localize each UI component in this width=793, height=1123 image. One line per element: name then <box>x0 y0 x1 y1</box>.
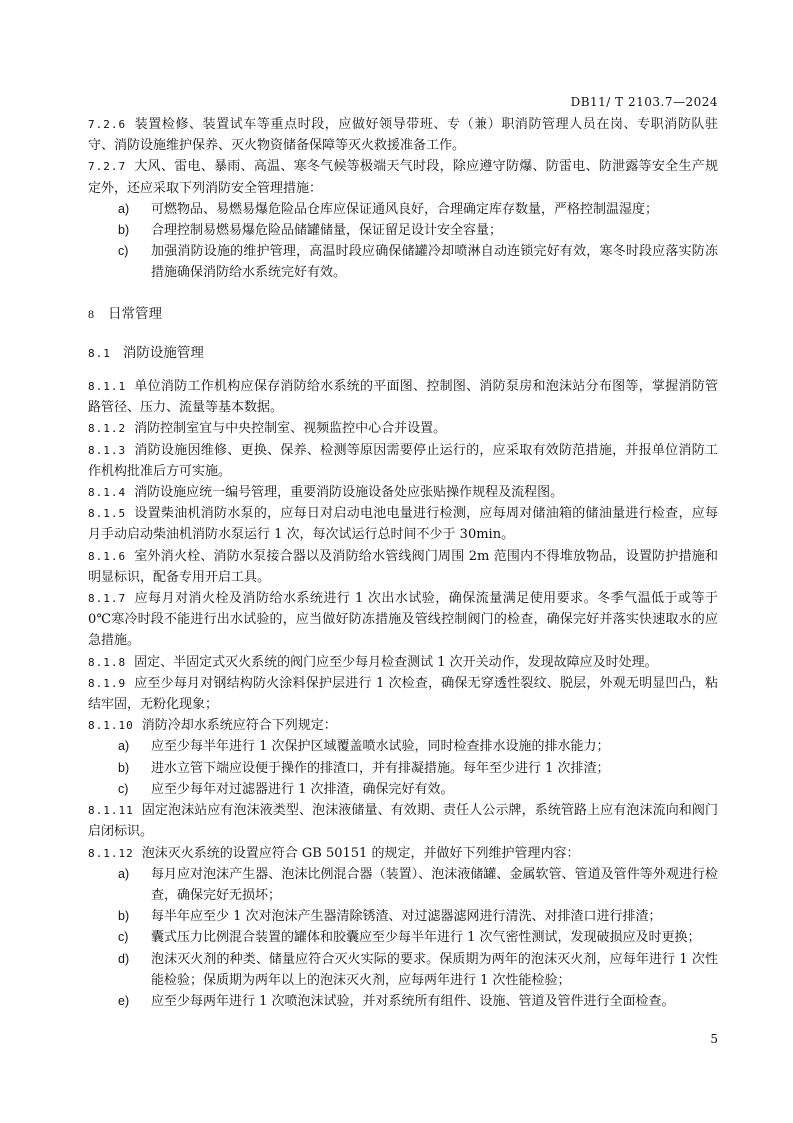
clause-number: 8.1.12 <box>88 846 134 860</box>
clause-text: 室外消火栓、消防水泵接合器以及消防给水管线阀门周围 2m 范围内不得堆放物品，设置防护措施和明显标识，配备专用开启工具。 <box>88 548 718 585</box>
clause-number: 8.1.11 <box>88 804 134 818</box>
clause-number: 8.1.3 <box>88 443 127 457</box>
clause-text: 应至少每月对钢结构防火涂料保护层进行 1 次检查，确保无穿透性裂纹、脱层，外观无明显凹凸，粘结牢固，无粉化现象； <box>88 675 718 713</box>
clause-8-1-12 <box>88 843 718 864</box>
item-text: 合理控制易燃易爆危险品储罐储量，保证留足设计安全容量； <box>151 223 503 239</box>
clause-text: 消防设施因维修、更换、保养、检测等原因需要停止运行的，应采取有效防范措施，并报单位消防工作机构批准后方可实施。 <box>88 442 718 479</box>
list-item <box>88 220 718 241</box>
clause-text: 单位消防工作机构应保存消防给水系统的平面图、控制图、消防泵房和泡沫站分布图等，掌握消防管路管径、压力、流量等基本数据。 <box>88 379 718 416</box>
page-number: 5 <box>710 1032 718 1046</box>
clause-text: 应每月对消火栓及消防给水系统进行 1 次出水试验，确保流量满足使用要求。冬季气温低于或等于 0℃寒冷时段不能进行出水试验的，应当做好防冻措施及管线控制阀门的检查，确保完好并落实快速取水的应急措施。 <box>88 591 718 649</box>
clause-7-2-6 <box>88 114 718 156</box>
item-label: a) <box>118 201 130 216</box>
section-number: 8.1 <box>88 346 111 360</box>
list-item <box>88 779 718 800</box>
clause-8-1-7 <box>88 588 718 652</box>
list-item <box>88 927 718 948</box>
item-text: 可燃物品、易燃易爆危险品仓库应保证通风良好，合理确定库存数量，严格控制温湿度； <box>151 201 659 217</box>
item-text: 加强消防设施的维护管理，高温时段应确保储罐冷却喷淋自动连锁完好有效，寒冬时段应落实防冻措施确保消防给水系统完好有效。 <box>151 244 718 281</box>
clause-8-1-5 <box>88 503 718 545</box>
clause-8-1-1 <box>88 376 718 418</box>
section-8-heading <box>88 304 718 325</box>
clause-number: 7.2.7 <box>88 160 127 174</box>
list-item <box>88 736 718 757</box>
clause-8-1-4 <box>88 482 718 503</box>
document-code: DB11/ T 2103.7—2024 <box>570 95 718 109</box>
item-label: b) <box>118 909 130 924</box>
clause-number: 8.1.7 <box>88 592 127 606</box>
list-item <box>88 949 718 991</box>
clause-number: 8.1.5 <box>88 507 127 521</box>
item-label: c) <box>118 781 129 796</box>
clause-text: 固定、半固定式灭火系统的阀门应至少每月检查测试 1 次开关动作，发现故障应及时处理。 <box>134 654 658 670</box>
clause-8-1-6 <box>88 546 718 588</box>
clause-number: 8.1.4 <box>88 486 127 500</box>
item-text: 每月应对泡沫产生器、泡沫比例混合器（装置）、泡沫液储罐、金属软管、管道及管件等外观进行检查，确保完好无损坏； <box>151 866 718 903</box>
item-label: c) <box>118 244 129 259</box>
clause-8-1-8 <box>88 652 718 673</box>
item-text: 每半年应至少 1 次对泡沫产生器清除锈渣、对过滤器滤网进行清洗、对排渣口进行排渣； <box>151 909 662 925</box>
item-label: a) <box>118 739 130 754</box>
item-label: e) <box>118 993 130 1008</box>
clause-number: 8.1.8 <box>88 655 127 669</box>
item-label: b) <box>118 223 130 238</box>
clause-number: 8.1.10 <box>88 719 134 733</box>
section-number: 8 <box>88 306 94 321</box>
clause-8-1-11 <box>88 800 718 842</box>
document-body <box>88 114 718 1012</box>
item-label: b) <box>118 760 130 775</box>
list-item <box>88 199 718 220</box>
clause-number: 7.2.6 <box>88 118 127 131</box>
clause-text: 大风、雷电、暴雨、高温、寒冬气候等极端天气时段，除应遵守防爆、防雷电、防泄露等安全生产规定外，还应采取下列消防安全管理措施： <box>88 159 718 196</box>
clause-number: 8.1.9 <box>88 676 127 690</box>
clause-number: 8.1.1 <box>88 380 127 394</box>
clause-8-1-9 <box>88 673 718 715</box>
section-8-1-heading <box>88 343 718 364</box>
item-label: a) <box>118 866 130 881</box>
item-label: c) <box>118 930 129 945</box>
item-text: 泡沫灭火剂的种类、储量应符合灭火实际的要求。保质期为两年的泡沫灭火剂，应每年进行 1 次性能检验；保质期为两年以上的泡沫灭火剂，应每两年进行 1 次性能检验； <box>151 951 718 988</box>
clause-8-1-10 <box>88 715 718 736</box>
item-text: 应至少每两年进行 1 次喷泡沫试验，并对系统所有组件、设施、管道及管件进行全面检查。 <box>151 993 675 1009</box>
clause-text: 装置检修、装置试车等重点时段，应做好领导带班、专（兼）职消防管理人员在岗、专职消防队驻守、消防设施维护保养、灭火物资储备保障等灭火救援准备工作。 <box>88 117 718 154</box>
clause-text: 设置柴油机消防水泵的，应每日对启动电池电量进行检测，应每周对储油箱的储油量进行检查，应每月手动启动柴油机消防水泵运行 1 次，每次试运行总时间不少于 30min。 <box>88 506 718 543</box>
clause-8-1-2 <box>88 418 718 439</box>
clause-text: 固定泡沫站应有泡沫液类型、泡沫液储量、有效期、责任人公示牌，系统管路上应有泡沫流向和阀门启闭标识。 <box>88 803 718 840</box>
section-title: 日常管理 <box>108 305 162 322</box>
list-item <box>88 758 718 779</box>
item-label: d) <box>118 951 130 966</box>
item-text: 囊式压力比例混合装置的罐体和胶囊应至少每半年进行 1 次气密性测试，发现破损应及时更换； <box>151 930 701 946</box>
clause-text: 消防设施应统一编号管理，重要消防设施设备处应张贴操作规程及流程图。 <box>134 485 564 501</box>
item-text: 进水立管下端应设便于操作的排渣口，并有排凝措施。每年至少进行 1 次排渣； <box>151 760 610 776</box>
clause-text: 消防控制室宜与中央控制室、视频监控中心合并设置。 <box>134 421 447 437</box>
clause-text: 泡沫灭火系统的设置应符合 GB 50151 的规定，并做好下列维护管理内容： <box>141 845 580 861</box>
list-item <box>88 906 718 927</box>
clause-number: 8.1.6 <box>88 549 127 563</box>
clause-8-1-3 <box>88 440 718 482</box>
clause-text: 消防冷却水系统应符合下列规定： <box>141 718 337 734</box>
section-title: 消防设施管理 <box>122 344 204 361</box>
item-text: 应至少每半年进行 1 次保护区域覆盖喷水试验，同时检查排水设施的排水能力； <box>151 739 610 755</box>
clause-7-2-7 <box>88 156 718 198</box>
list-item <box>88 991 718 1012</box>
item-text: 应至少每年对过滤器进行 1 次排渣，确保完好有效。 <box>151 781 454 797</box>
list-item <box>88 241 718 283</box>
clause-number: 8.1.2 <box>88 422 127 436</box>
list-item <box>88 864 718 906</box>
